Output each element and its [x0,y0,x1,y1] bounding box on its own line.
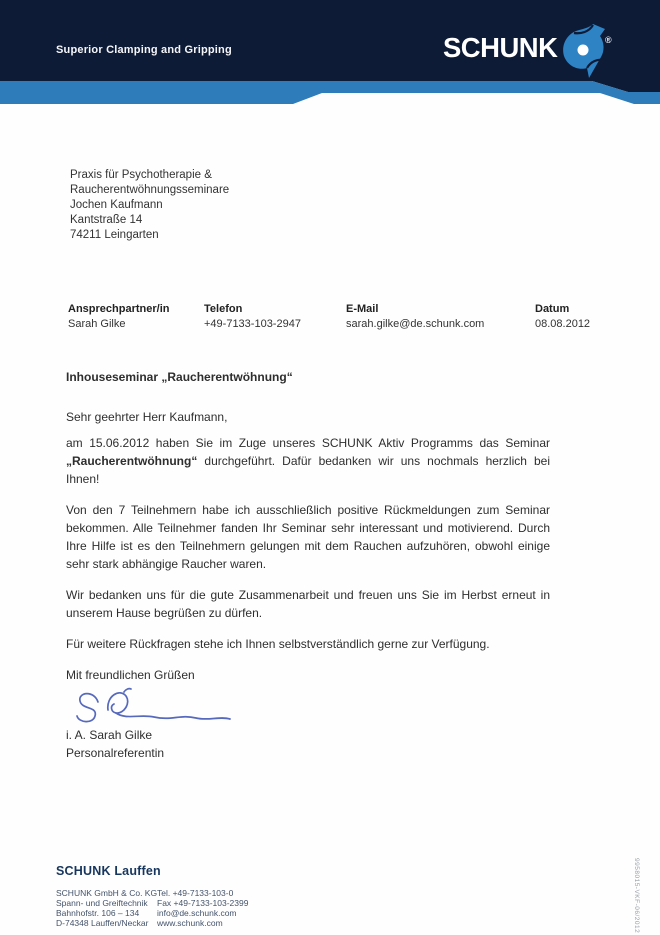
footer-contact-line: Fax +49-7133-103-2399 [157,898,249,908]
recipient-line: Jochen Kaufmann [70,199,163,211]
paragraph-1-pre: am 15.06.2012 haben Sie im Zuge unseres SCHUNK Aktiv Programms das Seminar [66,436,550,450]
phone-label: Telefon [204,303,243,315]
phone-column [204,302,301,333]
paragraph-3: Wir bedanken uns für die gute Zusammenarbeit und freuen uns Sie im Herbst erneut in unserem Hause begrüßen zu dürfen. [66,588,550,620]
brand-wordmark: SCHUNK [443,32,558,63]
paragraph-4: Für weitere Rückfragen stehe ich Ihnen selbstverständlich gerne zur Verfügung. [66,637,490,651]
footer-contact-line: info@de.schunk.com [157,908,237,918]
brand-logo [443,30,643,80]
registered-trademark-icon: ® [605,35,612,45]
salutation: Sehr geehrter Herr Kaufmann, [66,410,228,424]
recipient-line: 74211 Leingarten [70,229,159,241]
recipient-address-block [70,168,229,243]
footer-contact-details [157,888,297,928]
footer [56,864,356,934]
date-column [535,302,590,333]
footer-company-line: Bahnhofstr. 106 – 134 [56,908,140,918]
closing-formula: Mit freundlichen Grüßen [66,668,195,682]
paragraph-2: Von den 7 Teilnehmern habe ich ausschließlich positive Rückmeldungen zum Seminar bekommen. Alle Teilnehmer fanden Ihr Seminar sehr interessant und motivierend. Durch Ihre Hilfe ist es den Teilnehmern gelungen mit dem Rauchen aufzuhören, obwohl einige sehr stark abhängige Raucher waren. [66,503,550,571]
contact-person-value: Sarah Gilke [68,318,126,330]
date-value: 08.08.2012 [535,318,591,330]
recipient-line: Kantstraße 14 [70,214,143,226]
footer-columns [56,888,356,934]
paragraph-1-bold: „Raucherentwöhnung“ [66,454,198,468]
brand-tagline: Superior Clamping and Gripping [56,44,232,56]
date-label: Datum [535,303,570,315]
contact-person-column [68,302,169,333]
footer-contact-line: www.schunk.com [157,918,223,928]
schunk-gripper-icon [562,23,606,79]
footer-company-line: D-74348 Lauffen/Neckar [56,918,149,928]
signer-name: i. A. Sarah Gilke [66,728,153,742]
signer-title: Personalreferentin [66,746,165,760]
paragraph-1 [66,434,550,488]
footer-company-line: Spann- und Greiftechnik [56,898,148,908]
footer-company-line: SCHUNK GmbH & Co. KG [56,888,158,898]
print-reference-code: 9958015-VKF-06/2012 [633,858,640,934]
phone-value: +49-7133-103-2947 [204,318,301,330]
email-value: sarah.gilke@de.schunk.com [346,318,485,330]
email-label: E-Mail [346,303,379,315]
recipient-line: Raucherentwöhnungsseminare [70,184,230,196]
footer-contact-line: Tel. +49-7133-103-0 [157,888,234,898]
subject-line: Inhouseseminar „Raucherentwöhnung“ [66,370,293,384]
footer-site-name: SCHUNK Lauffen [56,864,161,878]
handwritten-signature [68,686,238,728]
letter-body [66,368,550,762]
contact-person-label: Ansprechpartner/in [68,303,170,315]
recipient-line: Praxis für Psychotherapie & [70,169,212,181]
paragraph-1-post: durchgeführt. Dafür bedanken wir uns nochmals herzlich bei Ihnen! [66,454,550,486]
email-column [346,302,484,333]
